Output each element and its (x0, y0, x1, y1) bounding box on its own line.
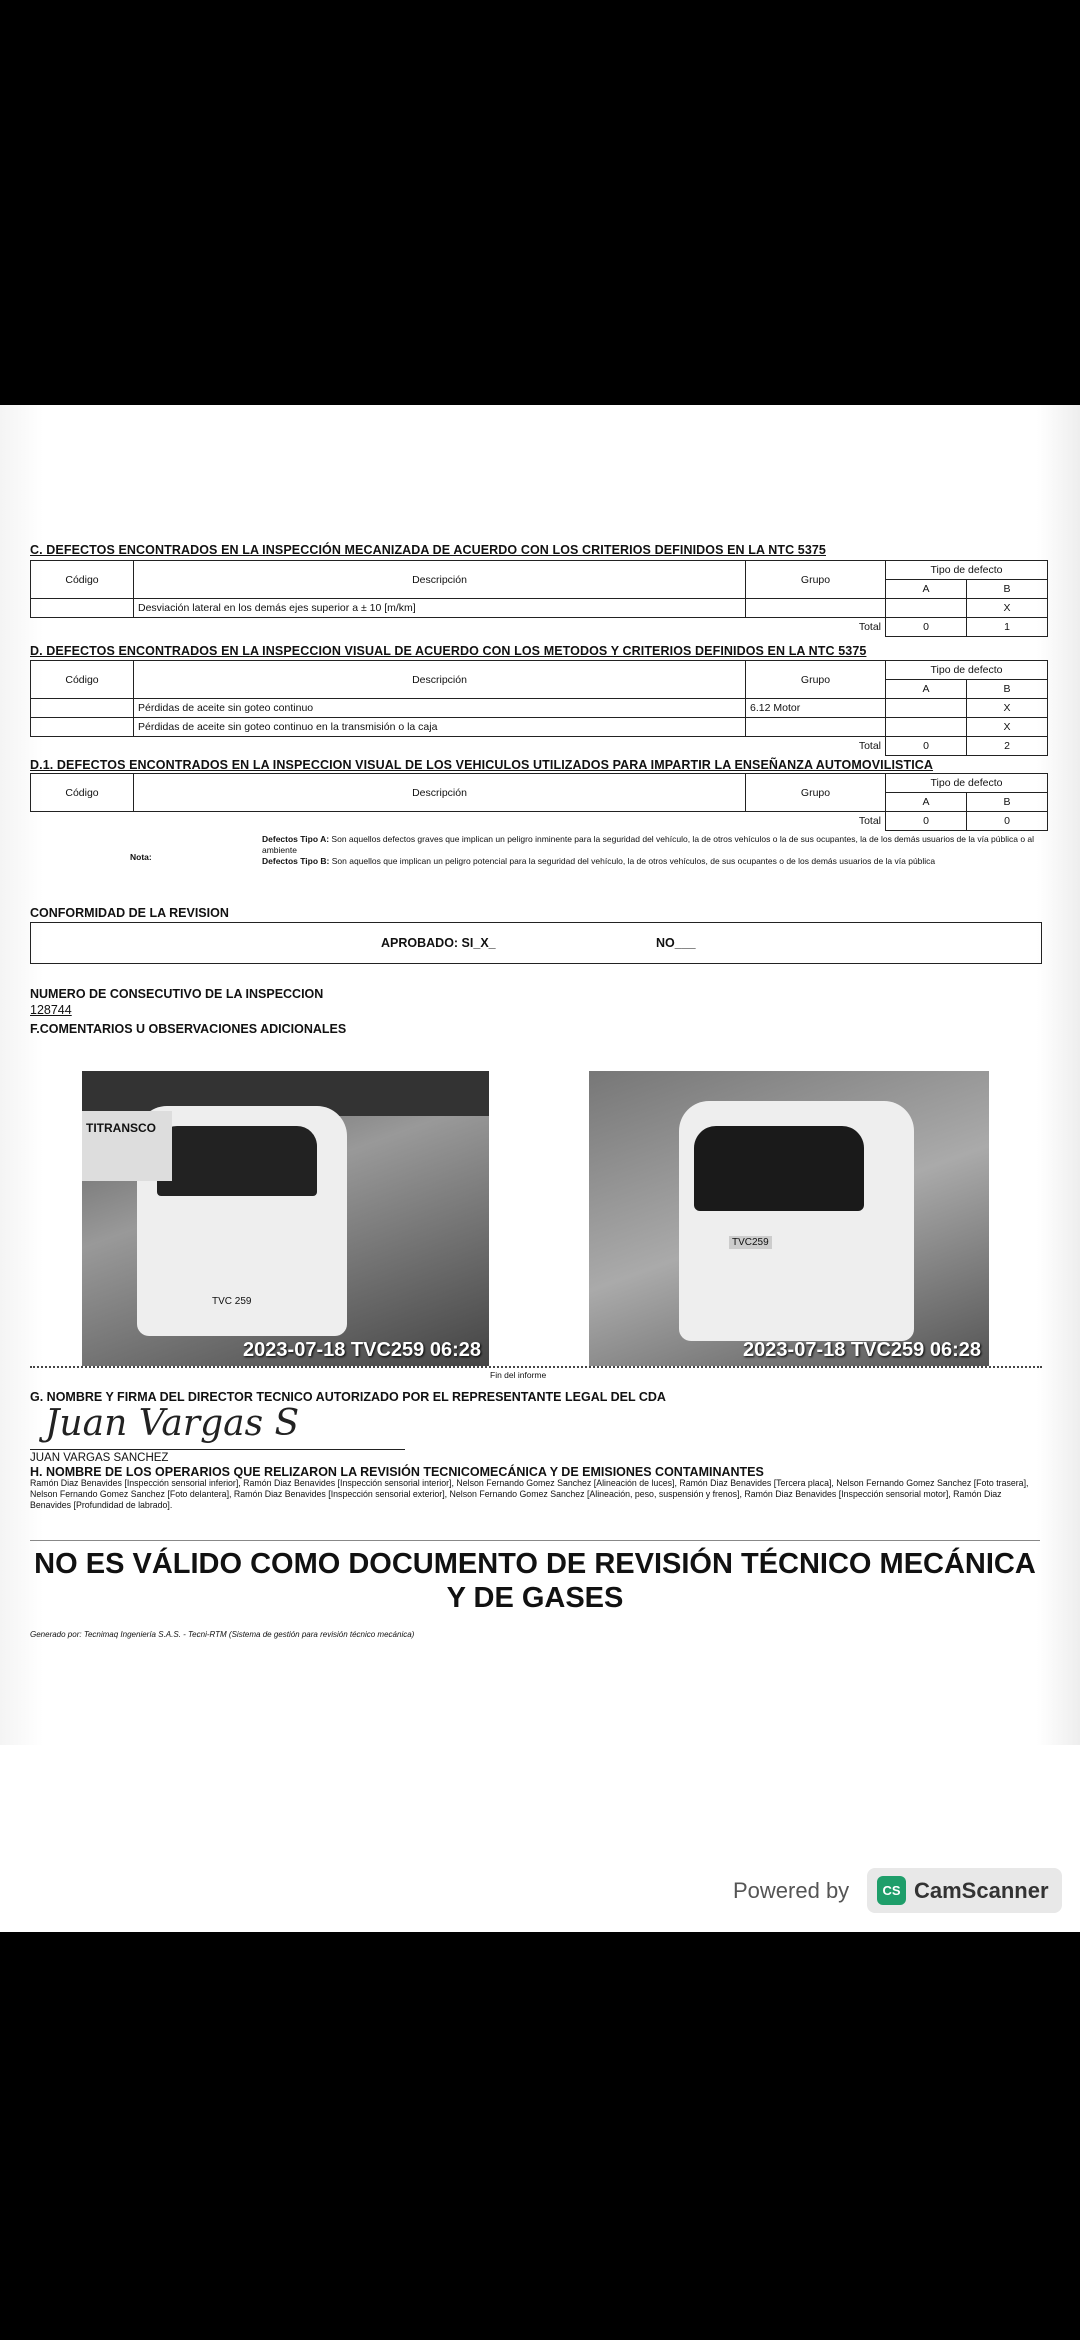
aprobado-si: APROBADO: SI_X_ (381, 936, 496, 950)
cell (746, 599, 886, 618)
aprobado-no: NO___ (656, 936, 696, 950)
photo-timestamp: 2023-07-18 TVC259 06:28 (743, 1339, 981, 1361)
tipo-b-label: Defectos Tipo B: (262, 856, 330, 866)
total-a: 0 (886, 737, 967, 756)
operarios-title: H. NOMBRE DE LOS OPERARIOS QUE RELIZARON LA REVISIÓN TECNICOMECÁNICA Y DE EMISIONES CONTAMINANTES (30, 1465, 764, 1479)
camscanner-logo-icon: CS (877, 1876, 906, 1905)
cell (886, 718, 967, 737)
fin-informe: Fin del informe (490, 1370, 547, 1380)
header-a: A (886, 680, 967, 699)
cell: Pérdidas de aceite sin goteo continuo (134, 699, 746, 718)
section-d-table (30, 660, 1048, 756)
conformidad-title: CONFORMIDAD DE LA REVISION (30, 906, 229, 920)
header-tipo: Tipo de defecto (886, 774, 1048, 793)
consecutivo-value: 128744 (30, 1003, 72, 1017)
rear-plate: TVC259 (729, 1236, 772, 1249)
total-label: Total (858, 815, 881, 828)
header-grupo: Grupo (746, 774, 886, 812)
camscanner-badge (867, 1868, 1062, 1913)
section-c-table (30, 560, 1048, 637)
comentarios-title: F.COMENTARIOS U OBSERVACIONES ADICIONALES (30, 1022, 347, 1036)
tipo-b-text: Son aquellos que implican un peligro potencial para la seguridad del vehículo, la de otros vehículos, de sus ocupantes o de los demás usuarios de la vía pública (329, 856, 936, 866)
cell (31, 699, 134, 718)
invalid-warning: NO ES VÁLIDO COMO DOCUMENTO DE REVISIÓN TÉCNICO MECÁNICA Y DE GASES (34, 1548, 1036, 1614)
rear-vehicle-photo (589, 1071, 989, 1366)
total-b: 1 (967, 618, 1048, 637)
header-descripcion: Descripción (134, 661, 746, 699)
cell: Desviación lateral en los demás ejes superior a ± 10 [m/km] (134, 599, 746, 618)
header-b: B (967, 680, 1048, 699)
header-codigo: Código (31, 774, 134, 812)
total-a: 0 (886, 618, 967, 637)
consecutivo-title: NUMERO DE CONSECUTIVO DE LA INSPECCION (30, 987, 324, 1001)
total-a: 0 (886, 812, 967, 831)
conformidad-box (30, 922, 1042, 964)
front-plate: TVC 259 (212, 1296, 252, 1307)
total-label: Total (858, 621, 881, 634)
powered-by-label: Powered by (733, 1878, 850, 1903)
cell (31, 718, 134, 737)
director-name: JUAN VARGAS SANCHEZ (30, 1452, 169, 1464)
divider (30, 1540, 1040, 1541)
table-row (31, 718, 1048, 737)
generado-por: Generado por: Tecnimaq Ingeniería S.A.S. - Tecni-RTM (Sistema de gestión para revisión técnico mecánica) (30, 1630, 415, 1639)
director-signature: Juan Vargas S (45, 1403, 300, 1444)
table-row (31, 699, 1048, 718)
header-grupo: Grupo (746, 561, 886, 599)
section-d1-title: D.1. DEFECTOS ENCONTRADOS EN LA INSPECCION VISUAL DE LOS VEHICULOS UTILIZADOS PARA IMPARTIR LA ENSEÑANZA AUTOMOVILISTICA (30, 758, 934, 772)
cell (746, 718, 886, 737)
camscanner-brand: CamScanner (914, 1878, 1049, 1903)
photo-timestamp: 2023-07-18 TVC259 06:28 (243, 1339, 481, 1361)
cell: X (967, 599, 1048, 618)
cell: X (967, 699, 1048, 718)
header-codigo: Código (31, 561, 134, 599)
header-descripcion: Descripción (134, 774, 746, 812)
header-b: B (967, 793, 1048, 812)
building-sign: TITRANSCO (82, 1111, 172, 1181)
signature-line (30, 1449, 405, 1450)
nota-text (262, 834, 1042, 867)
header-grupo: Grupo (746, 661, 886, 699)
header-descripcion: Descripción (134, 561, 746, 599)
operarios-text: Ramón Diaz Benavides [Inspección sensorial inferior], Ramón Diaz Benavides [Inspección sensorial interior], Nelson Fernando Gomez Sanchez [Alineación de luces], Ramón Diaz Benavides [Tercera placa], Nelson Fernando Gomez Sanchez [Foto trasera], Nelson Fernando Gomez Sanchez [Foto delantera], Ramón Diaz Benavides [Inspección sensorial exterior], Nelson Fernando Gomez Sanchez [Alineación, peso, suspensión y frenos], Ramón Diaz Benavides [Inspección sensorial motor], Ramón Diaz Benavides [Profundidad de labrado]. (30, 1478, 1029, 1510)
header-tipo: Tipo de defecto (886, 661, 1048, 680)
tipo-a-text: Son aquellos defectos graves que implican un peligro inminente para la seguridad del vehículo, la de otros vehículos o la de sus ocupantes, la de los demás usuarios de la vía pública o al ambiente (262, 834, 1035, 855)
tipo-a-label: Defectos Tipo A: (262, 834, 330, 844)
total-b: 0 (967, 812, 1048, 831)
header-b: B (967, 580, 1048, 599)
header-codigo: Código (31, 661, 134, 699)
total-b: 2 (967, 737, 1048, 756)
cell (886, 699, 967, 718)
total-label: Total (858, 740, 881, 753)
front-vehicle-photo (82, 1071, 489, 1366)
header-a: A (886, 580, 967, 599)
section-c-title: C. DEFECTOS ENCONTRADOS EN LA INSPECCIÓN MECANIZADA DE ACUERDO CON LOS CRITERIOS DEFINIDOS EN LA NTC 5375 (30, 543, 826, 557)
nota-label: Nota: (130, 852, 152, 862)
cell: X (967, 718, 1048, 737)
divider (30, 1366, 1042, 1368)
section-d-title: D. DEFECTOS ENCONTRADOS EN LA INSPECCION VISUAL DE ACUERDO CON LOS METODOS Y CRITERIOS DEFINIDOS EN LA NTC 5375 (30, 644, 867, 658)
cell: Pérdidas de aceite sin goteo continuo en la transmisión o la caja (134, 718, 746, 737)
director-title: G. NOMBRE Y FIRMA DEL DIRECTOR TECNICO AUTORIZADO POR EL REPRESENTANTE LEGAL DEL CDA (30, 1390, 666, 1404)
table-row (31, 599, 1048, 618)
section-d1-table (30, 773, 1048, 831)
cell (886, 599, 967, 618)
cell: 6.12 Motor (746, 699, 886, 718)
header-a: A (886, 793, 967, 812)
header-tipo: Tipo de defecto (886, 561, 1048, 580)
cell (31, 599, 134, 618)
